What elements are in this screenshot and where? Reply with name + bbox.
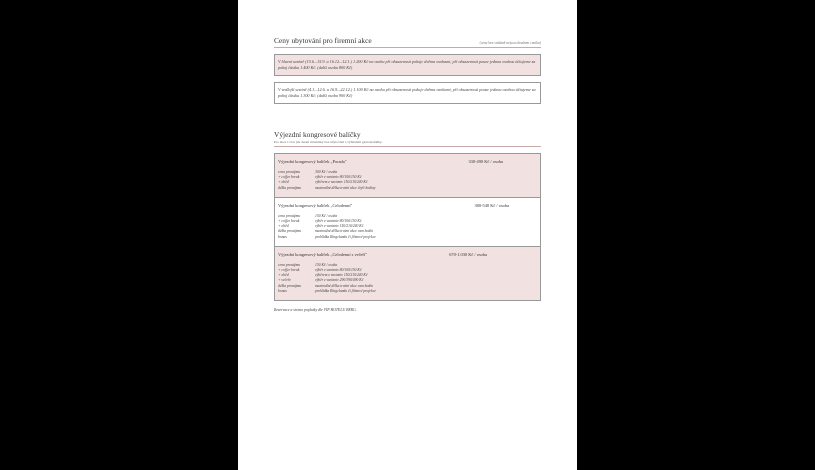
package-celodenni	[275, 197, 540, 246]
row-value: 150 Kč / osoba	[315, 262, 338, 267]
package-header	[278, 203, 537, 208]
package-row	[278, 235, 537, 240]
row-label: + coffee break	[278, 175, 300, 180]
package-row	[278, 186, 537, 191]
row-label: délka pronájmu	[278, 283, 302, 288]
row-label: bonus	[278, 234, 287, 239]
package-title: Výjezdní kongresový balíček „Celodenní"	[278, 202, 353, 208]
packages-title: Výjezdní kongresové balíčky	[274, 130, 361, 139]
off-season-box	[274, 82, 541, 104]
row-value: maximální délka trvání akce osm hodin	[315, 283, 374, 288]
packages-subtitle: Pro akce s více jak deseti účastníky bez ubytování s výhledem gastronabídky.	[274, 140, 541, 147]
accommodation-title: Ceny ubytování pro firemní akce	[274, 36, 372, 45]
row-label: + coffee break	[278, 219, 300, 224]
row-label: + oběd	[278, 224, 289, 229]
row-value: 150 Kč / osoba	[315, 213, 338, 218]
row-label: + večeře	[278, 278, 292, 283]
row-label: délka pronájmu	[278, 185, 302, 190]
package-porada	[275, 154, 540, 197]
package-header	[278, 252, 537, 257]
main-season-box	[274, 54, 541, 76]
row-label: + oběd	[278, 273, 289, 278]
row-value: výběr z variantv 80/100/150 Kč	[315, 219, 362, 224]
row-label: cena pronájmu	[278, 262, 301, 267]
off-season-text: V vedlejší sezóně (4.1.–12.6. a 16.9.–22.12.) 1.100 Kč na osobu při obsazenosti pokoje dvěma osobami, při obsazenosti pouze jednou osobou účtujeme za pokoj částku 1.300 Kč. (další osoba 900 Kč)	[278, 87, 536, 98]
document-page	[238, 0, 577, 470]
page-content	[274, 36, 541, 312]
package-row	[278, 289, 537, 294]
row-value: výběr z variantv 80/100/150 Kč	[315, 175, 362, 180]
row-value: výběrem z variantv 150/210/240 Kč	[315, 273, 368, 278]
package-price: 670-1.030 Kč / osoba	[449, 251, 487, 257]
package-price: 380-540 Kč / osoba	[474, 202, 509, 208]
package-celodenni-s-veceri	[275, 246, 540, 300]
row-label: cena pronájmu	[278, 213, 301, 218]
row-label: délka pronájmu	[278, 229, 302, 234]
accommodation-header	[274, 36, 541, 48]
main-season-text: V hlavní sezóně (15.6.–15.9. a 16.12.–12.1.) 1.200 Kč na osobu při obsazenosti pokoje dvěma osobami, při obsazenosti pouze jednou osobou účtujeme za pokoj částku 1.400 Kč. (další osoba 800 Kč)	[278, 59, 536, 70]
row-value: prohlídka Ringelandu či filmové projekce	[315, 234, 376, 239]
package-price: 330-490 Kč / osoba	[468, 159, 503, 164]
row-value: maximální délka trvání akce osm hodin	[315, 229, 374, 234]
package-title: Výjezdní kongresový balíček „Porada"	[278, 159, 347, 164]
package-header	[278, 159, 537, 164]
row-label: + oběd	[278, 180, 289, 185]
reservation-note: Rezervace a storno poplatky dle VIP HOTELU BERG.	[274, 308, 357, 313]
row-value: maximální délka trvání akce čtyři hodiny	[315, 185, 376, 190]
row-value: výběrem z variantv 150/210/240 Kč	[315, 180, 368, 185]
row-label: + coffee break	[278, 268, 300, 273]
row-value: prohlídka Ringelandu či filmové projekce	[315, 288, 376, 293]
row-label: cena pronájmu	[278, 170, 301, 174]
row-value: 300 Kč / osoba	[315, 170, 338, 174]
accommodation-note: (ceny bez snídaně nejsou obsahem ceníku)	[479, 41, 541, 45]
row-value: výběr z variantv 290/390/490 Kč	[315, 278, 364, 283]
row-label: bonus	[278, 288, 287, 293]
package-title: Výjezdní kongresový balíček „Celodenní s večeří"	[278, 251, 367, 257]
row-value: výběr z variantv 80/100/150 Kč	[315, 268, 362, 273]
row-value: výběr z variantv 150/210/240 Kč	[315, 224, 364, 229]
packages-table	[274, 153, 541, 301]
